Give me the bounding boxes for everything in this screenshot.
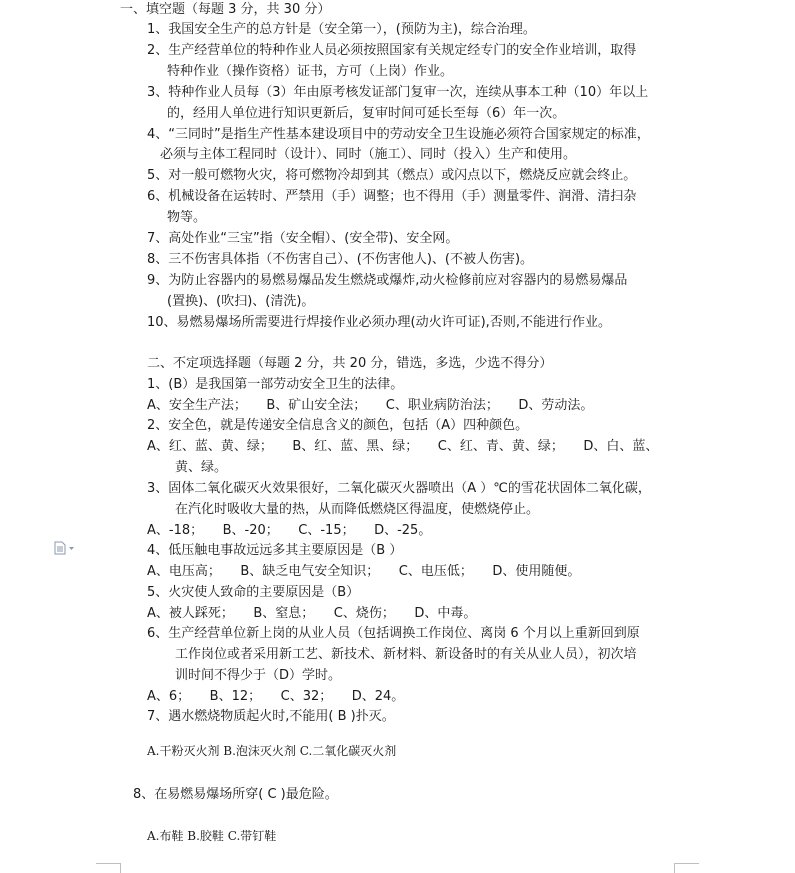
s2-q3-options: A、-18； B、-20； C、-15； D、-25。 xyxy=(147,523,432,538)
s2-q2: 2、安全色，就是传递安全信息含义的颜色，包括（A）四种颜色。 xyxy=(147,418,529,433)
s2-q2-options-line2: 黄、绿。 xyxy=(175,460,228,475)
s1-q2-line1: 2、生产经营单位的特种作业人员必须按照国家有关规定经专门的安全作业培训，取得 xyxy=(147,43,637,58)
s2-q3-line1: 3、固体二氧化碳灭火效果很好，二氧化碳灭火器喷出（A ）℃的雪花状固体二氧化碳， xyxy=(147,481,651,496)
s2-q5: 5、火灾使人致命的主要原因是（B） xyxy=(147,585,360,600)
s2-q6-line1: 6、生产经营单位新上岗的从业人员（包括调换工作岗位、离岗 6 个月以上重新回到原 xyxy=(147,626,640,641)
s1-q1: 1、我国安全生产的总方针是（安全第一），(预防为主)，综合治理。 xyxy=(147,22,536,37)
s2-q4-options: A、电压高； B、缺乏电气安全知识； C、电压低； D、使用随便。 xyxy=(147,564,581,579)
s2-q8: 8、在易燃易爆场所穿( C )最危险。 xyxy=(133,787,338,802)
s2-q6-line2: 工作岗位或者采用新工艺、新技术、新材料、新设备时的有关从业人员），初次培 xyxy=(175,647,637,662)
s2-q8-options: A.布鞋 B.胶鞋 C.带钉鞋 xyxy=(147,829,277,843)
s2-q1-options: A、安全生产法； B、矿山安全法； C、职业病防治法； D、劳动法。 xyxy=(147,398,594,413)
s2-q7: 7、遇水燃烧物质起火时,不能用( B )扑灭。 xyxy=(147,709,395,724)
s2-q1: 1、(B）是我国第一部劳动安全卫生的法律。 xyxy=(147,377,404,392)
s1-q4-line1: 4、“三同时”是指生产性基本建设项目中的劳动安全卫生设施必须符合国家规定的标准， xyxy=(147,127,650,142)
s1-q7: 7、高处作业“三宝”指（安全帽）、(安全带)、安全网。 xyxy=(147,231,459,246)
s2-q6-options: A、6； B、12； C、32； D、24。 xyxy=(147,689,405,704)
s2-q6-line3: 训时间不得少于（D）学时。 xyxy=(175,668,342,683)
s1-q6-line2: 物等。 xyxy=(167,210,207,225)
s1-q2-line2: 特种作业（操作资格）证书，方可（上岗）作业。 xyxy=(167,64,454,79)
s1-q3-line2: 的，经用人单位进行知识更新后，复审时间可延长至每（6）年一次。 xyxy=(167,106,566,121)
s1-q5: 5、对一般可燃物火灾，将可燃物冷却到其（燃点）或闪点以下，燃烧反应就会终止。 xyxy=(147,168,637,183)
s1-q9-line1: 9、为防止容器内的易燃易爆品发生燃烧或爆炸,动火检修前应对容器内的易燃易爆品 xyxy=(147,273,628,288)
section2-title: 二、不定项选择题（每题 2 分，共 20 分，错选，多选，少选不得分） xyxy=(147,356,553,371)
s1-q6-line1: 6、机械设备在运转时、严禁用（手）调整；也不得用（手）测量零件、润滑、清扫杂 xyxy=(147,189,637,204)
s1-q10: 10、易燃易爆场所需要进行焊接作业必须办理(动火许可证),否则,不能进行作业。 xyxy=(147,315,611,330)
s2-q3-line2: 在汽化时吸收大量的热，从而降低燃烧区得温度，使燃烧停止。 xyxy=(175,502,540,517)
document-icon[interactable] xyxy=(54,541,70,555)
s1-q8: 8、三不伤害具体指（不伤害自己）、(不伤害他人)、(不被人伤害)。 xyxy=(147,252,534,267)
s2-q5-options: A、被人踩死； B、窒息； C、烧伤； D、中毒。 xyxy=(147,606,477,621)
s1-q4-line2: 必须与主体工程同时（设计）、同时（施工）、同时（投入）生产和使用。 xyxy=(160,147,577,162)
s2-q7-options: A.干粉灭火剂 B.泡沫灭火剂 C.二氧化碳灭火剂 xyxy=(147,744,397,758)
s1-q3-line1: 3、特种作业人员每（3）年由原考核发证部门复审一次，连续从事本工种（10）年以上 xyxy=(147,85,649,100)
s2-q2-options-line1: A、红、蓝、黄、绿； B、红、蓝、黑、绿； C、红、青、黄、绿； D、白、蓝、 xyxy=(147,439,659,454)
section1-title: 一、填空题（每题 3 分，共 30 分） xyxy=(120,2,331,17)
s1-q9-line2: (置换)、(吹扫)、(清洗)。 xyxy=(167,294,315,309)
s2-q4: 4、低压触电事故远远多其主要原因是（B ） xyxy=(147,543,403,558)
